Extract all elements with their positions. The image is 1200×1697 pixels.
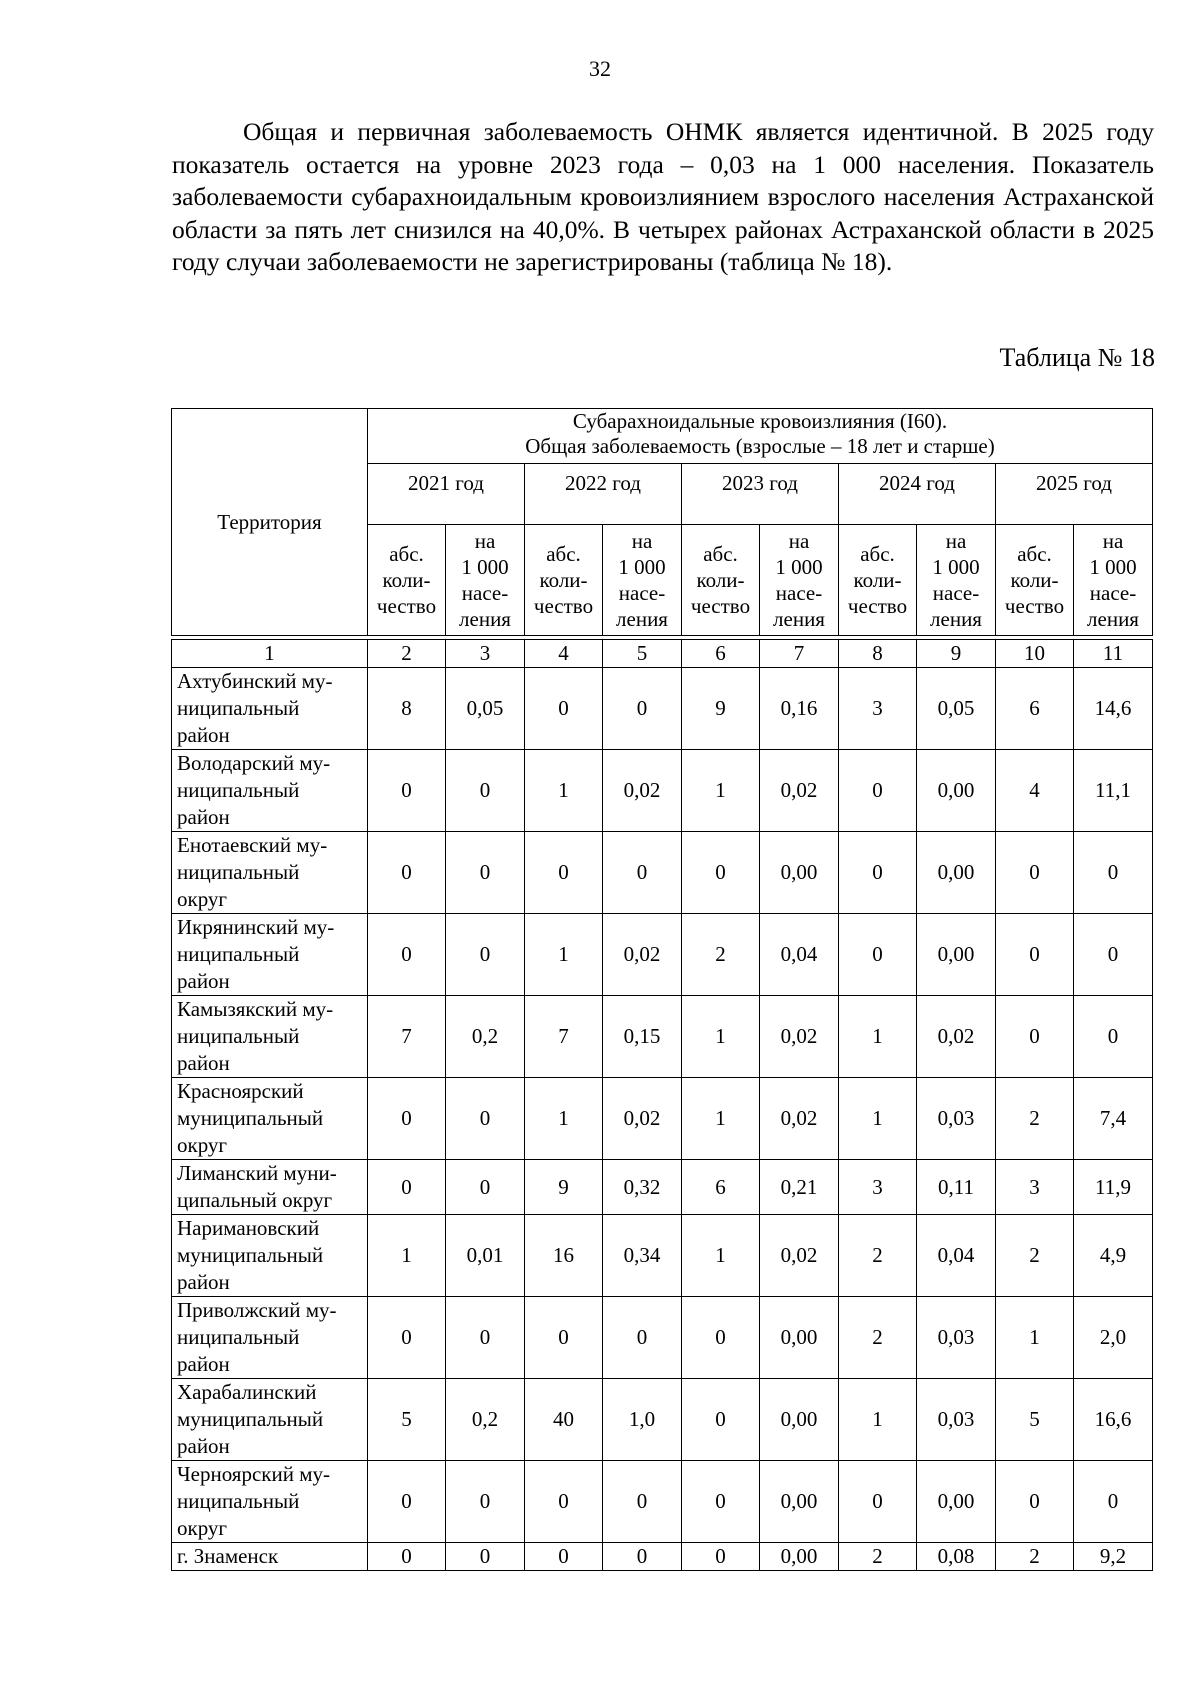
territory-line: округ [177,1133,228,1157]
value-cell: 0,2 [446,996,525,1078]
value-cell: 2 [682,914,760,996]
abs-count-header-line: коли- [539,568,588,592]
value-cell: 0,00 [917,832,996,914]
column-number: 7 [760,640,839,668]
territory-line: Наримановский [177,1216,320,1240]
value-cell: 0,02 [760,750,839,832]
territory-line: Енотаевский му- [177,833,328,857]
value-cell: 0 [525,1543,603,1571]
value-cell: 0 [996,1461,1074,1543]
rate-header [917,525,996,636]
value-cell: 14,6 [1074,668,1153,750]
value-cell: 0 [446,1543,525,1571]
rate-header-line: ления [930,607,982,631]
value-cell: 11,1 [1074,750,1153,832]
territory-cell [172,1543,368,1571]
abs-count-header-line: абс. [703,542,738,566]
table-row [172,1078,1153,1160]
value-cell: 0,00 [760,1543,839,1571]
value-cell: 0 [1074,996,1153,1078]
main-header-line: Субарахноидальные кровоизлияния (I60). [572,409,948,433]
rate-header [603,525,682,636]
territory-line: ниципальный [177,1489,300,1513]
territory-line: район [177,1051,230,1075]
rate-header-line: ления [459,607,511,631]
table-row [172,1297,1153,1379]
territory-line: Камызякский му- [177,997,334,1021]
value-cell: 6 [996,668,1074,750]
territory-cell [172,1461,368,1543]
value-cell: 0 [996,996,1074,1078]
rate-header-line: насе- [618,581,666,605]
territory-cell [172,914,368,996]
value-cell: 16 [525,1215,603,1297]
table-row [172,750,1153,832]
value-cell: 1 [839,1379,917,1461]
value-cell: 0,03 [917,1078,996,1160]
table-row [172,1379,1153,1461]
territory-line: г. Знаменск [177,1544,279,1568]
rate-header-line: на [631,529,653,553]
value-cell: 1 [682,1078,760,1160]
abs-count-header [368,525,446,636]
value-cell: 1 [525,1078,603,1160]
rate-header-line: на [474,529,496,553]
value-cell: 2 [839,1297,917,1379]
abs-count-header-line: чество [1004,594,1065,618]
value-cell: 0 [368,1297,446,1379]
territory-cell [172,832,368,914]
value-cell: 0,00 [917,750,996,832]
territory-line: Харабалинский [177,1380,317,1404]
value-cell: 2 [839,1543,917,1571]
rate-header-line: насе- [1089,581,1137,605]
territory-line: район [177,723,230,747]
table-row [172,996,1153,1078]
value-cell: 0 [446,1160,525,1215]
main-header-line: Общая заболеваемость (взрослые – 18 лет и старше) [525,434,995,458]
value-cell: 0 [446,914,525,996]
rate-header-line: ления [773,607,825,631]
territory-line: район [177,1270,230,1294]
table-body [172,640,1153,1571]
value-cell: 0,34 [603,1215,682,1297]
abs-count-header [839,525,917,636]
territory-line: Икрянинский му- [177,915,335,939]
abs-count-header-line: абс. [389,542,424,566]
territory-line: ниципальный [177,860,300,884]
value-cell: 4 [996,750,1074,832]
column-number: 10 [996,640,1074,668]
value-cell: 0,00 [760,832,839,914]
rate-header-line: ления [616,607,668,631]
value-cell: 11,9 [1074,1160,1153,1215]
table-row [172,1461,1153,1543]
rate-header-line: 1 000 [932,555,980,579]
value-cell: 1 [525,750,603,832]
value-cell: 9 [525,1160,603,1215]
territory-header: Территория [172,409,368,636]
value-cell: 0,32 [603,1160,682,1215]
value-cell: 0 [368,1543,446,1571]
territory-line: ниципальный [177,942,300,966]
value-cell: 9 [682,668,760,750]
value-cell: 0,03 [917,1297,996,1379]
value-cell: 0 [603,1297,682,1379]
abs-count-header-line: коли- [1010,568,1059,592]
column-number: 4 [525,640,603,668]
value-cell: 0 [996,914,1074,996]
value-cell: 0 [525,1297,603,1379]
value-cell: 2 [996,1215,1074,1297]
rate-header [760,525,839,636]
table-row [172,1543,1153,1571]
rate-header [446,525,525,636]
value-cell: 16,6 [1074,1379,1153,1461]
value-cell: 0,02 [603,750,682,832]
abs-count-header-line: коли- [696,568,745,592]
abs-count-header-line: коли- [382,568,431,592]
table-header [172,409,1153,640]
intro-paragraph-block [172,116,1154,279]
column-number-row [172,640,1153,668]
table-row [172,832,1153,914]
value-cell: 3 [996,1160,1074,1215]
value-cell: 0 [525,832,603,914]
value-cell: 0,02 [760,996,839,1078]
territory-cell [172,750,368,832]
value-cell: 0 [603,832,682,914]
value-cell: 0 [446,1297,525,1379]
territory-line: ципальный округ [177,1188,333,1212]
value-cell: 0,05 [917,668,996,750]
value-cell: 2,0 [1074,1297,1153,1379]
intro-paragraph: Общая и первичная заболеваемость ОНМК является идентичной. В 2025 году показатель остается на уровне 2023 года – 0,03 на 1 000 населения. Показатель заболеваемости субарахноидальным кровоизлиянием взрослого населения Астраханской области за пять лет снизился на 40,0%. В четырех районах Астраханской области в 2025 году случаи заболеваемости не зарегистрированы (таблица № 18). [172,117,1154,276]
value-cell: 0 [446,1078,525,1160]
abs-count-header-line: абс. [546,542,581,566]
territory-line: Приволжский му- [177,1298,337,1322]
column-number: 9 [917,640,996,668]
value-cell: 0,05 [446,668,525,750]
value-cell: 5 [368,1379,446,1461]
year-header: 2022 год [525,464,682,525]
value-cell: 0 [603,668,682,750]
value-cell: 1,0 [603,1379,682,1461]
territory-line: муниципальный [177,1106,324,1130]
value-cell: 1 [368,1215,446,1297]
territory-line: Лиманский муни- [177,1161,337,1185]
territory-line: ниципальный [177,1325,300,1349]
value-cell: 0,04 [917,1215,996,1297]
rate-header-line: 1 000 [1089,555,1137,579]
territory-line: округ [177,1516,228,1540]
value-cell: 1 [996,1297,1074,1379]
value-cell: 0 [839,750,917,832]
value-cell: 0,02 [760,1078,839,1160]
value-cell: 0 [682,832,760,914]
value-cell: 0 [446,1461,525,1543]
abs-count-header [682,525,760,636]
rate-header-line: 1 000 [461,555,509,579]
value-cell: 6 [682,1160,760,1215]
rate-header-line: насе- [932,581,980,605]
year-header: 2025 год [996,464,1153,525]
territory-line: ниципальный [177,1024,300,1048]
abs-count-header-line: абс. [860,542,895,566]
column-number: 8 [839,640,917,668]
territory-cell [172,1078,368,1160]
column-number: 11 [1074,640,1153,668]
rate-header-line: на [788,529,810,553]
column-number: 3 [446,640,525,668]
value-cell: 8 [368,668,446,750]
value-cell: 0,11 [917,1160,996,1215]
abs-count-header-line: чество [533,594,594,618]
territory-line: район [177,1434,230,1458]
value-cell: 0 [368,1461,446,1543]
territory-cell [172,1297,368,1379]
value-cell: 0 [368,1160,446,1215]
value-cell: 1 [839,1078,917,1160]
territory-cell [172,1160,368,1215]
page-number: 32 [589,56,611,81]
territory-cell [172,1215,368,1297]
value-cell: 0 [603,1461,682,1543]
year-header: 2024 год [839,464,996,525]
table-row [172,668,1153,750]
value-cell: 1 [525,914,603,996]
table-row [172,1160,1153,1215]
abs-count-header-line: коли- [853,568,902,592]
rate-header-line: на [945,529,967,553]
territory-line: ниципальный [177,778,300,802]
value-cell: 0,02 [603,914,682,996]
value-cell: 0,16 [760,668,839,750]
territory-line: район [177,805,230,829]
value-cell: 0,01 [446,1215,525,1297]
value-cell: 7,4 [1074,1078,1153,1160]
value-cell: 1 [682,996,760,1078]
value-cell: 0 [525,1461,603,1543]
abs-count-header-line: чество [376,594,437,618]
rate-header-line: ления [1087,607,1139,631]
value-cell: 0 [682,1543,760,1571]
territory-line: Володарский му- [177,751,331,775]
year-header: 2021 год [368,464,525,525]
value-cell: 0,00 [760,1379,839,1461]
table-row [172,1215,1153,1297]
column-number: 1 [172,640,368,668]
value-cell: 0 [368,750,446,832]
value-cell: 0 [446,750,525,832]
value-cell: 0,00 [917,1461,996,1543]
value-cell: 0,02 [760,1215,839,1297]
rate-header-line: 1 000 [618,555,666,579]
year-header: 2023 год [682,464,839,525]
territory-line: Красноярский [177,1079,304,1103]
value-cell: 0,00 [917,914,996,996]
value-cell: 2 [996,1543,1074,1571]
value-cell: 5 [996,1379,1074,1461]
value-cell: 3 [839,668,917,750]
value-cell: 0,00 [760,1297,839,1379]
table-caption: Таблица № 18 [999,343,1155,372]
value-cell: 4,9 [1074,1215,1153,1297]
territory-line: ниципальный [177,696,300,720]
territory-line: Черноярский му- [177,1462,330,1486]
value-cell: 0,02 [603,1078,682,1160]
abs-count-header-line: абс. [1017,542,1052,566]
value-cell: 0 [839,832,917,914]
main-header [368,409,1153,464]
value-cell: 0,03 [917,1379,996,1461]
abs-count-header [996,525,1074,636]
territory-line: Ахтубинский му- [177,669,333,693]
territory-line: округ [177,887,228,911]
rate-header [1074,525,1153,636]
value-cell: 0 [682,1461,760,1543]
value-cell: 0 [682,1379,760,1461]
territory-cell [172,996,368,1078]
value-cell: 1 [839,996,917,1078]
value-cell: 0,08 [917,1543,996,1571]
value-cell: 0 [603,1543,682,1571]
value-cell: 9,2 [1074,1543,1153,1571]
abs-count-header [525,525,603,636]
value-cell: 0 [1074,1461,1153,1543]
header-row [172,409,1153,464]
value-cell: 1 [682,750,760,832]
value-cell: 2 [996,1078,1074,1160]
value-cell: 0,15 [603,996,682,1078]
value-cell: 0,21 [760,1160,839,1215]
value-cell: 40 [525,1379,603,1461]
territory-cell [172,668,368,750]
territory-line: район [177,1352,230,1376]
territory-line: район [177,969,230,993]
value-cell: 0 [368,1078,446,1160]
value-cell: 0 [368,914,446,996]
rate-header-line: на [1102,529,1124,553]
value-cell: 0 [368,832,446,914]
value-cell: 0 [525,668,603,750]
rate-header-line: насе- [461,581,509,605]
table-row [172,914,1153,996]
value-cell: 0 [996,832,1074,914]
rate-header-line: насе- [775,581,823,605]
value-cell: 0 [682,1297,760,1379]
territory-line: муниципальный [177,1407,324,1431]
value-cell: 7 [368,996,446,1078]
value-cell: 0 [839,914,917,996]
column-number: 5 [603,640,682,668]
value-cell: 3 [839,1160,917,1215]
territory-cell [172,1379,368,1461]
value-cell: 7 [525,996,603,1078]
value-cell: 0 [1074,914,1153,996]
value-cell: 0 [839,1461,917,1543]
rate-header-line: 1 000 [775,555,823,579]
morbidity-table [171,408,1153,1571]
value-cell: 0 [446,832,525,914]
column-number: 6 [682,640,760,668]
column-number: 2 [368,640,446,668]
value-cell: 0,00 [760,1461,839,1543]
territory-line: муниципальный [177,1243,324,1267]
value-cell: 0,2 [446,1379,525,1461]
value-cell: 0 [1074,832,1153,914]
value-cell: 2 [839,1215,917,1297]
value-cell: 0,02 [917,996,996,1078]
value-cell: 0,04 [760,914,839,996]
value-cell: 1 [682,1215,760,1297]
abs-count-header-line: чество [847,594,908,618]
abs-count-header-line: чество [690,594,751,618]
